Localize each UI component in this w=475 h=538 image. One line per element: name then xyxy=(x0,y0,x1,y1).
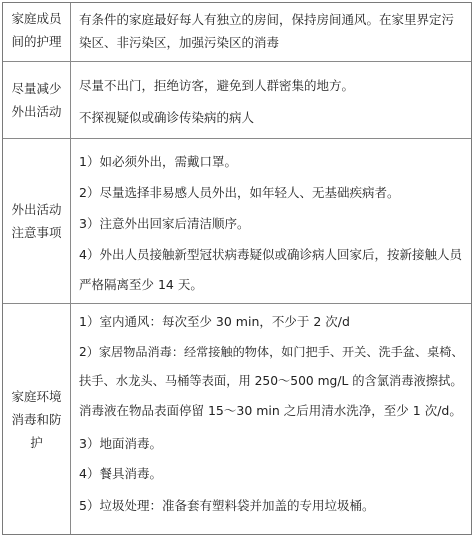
row-content xyxy=(79,3,467,61)
row-content xyxy=(79,139,467,303)
row-label-line: 外出活动 xyxy=(11,104,62,119)
row-label-line: 消毒和防 xyxy=(11,411,62,427)
row-label-line: 外出活动 xyxy=(11,202,62,217)
content-line: 5）垃圾处理：准备套有塑料袋并加盖的专用垃圾桶。 xyxy=(79,498,375,513)
row-label xyxy=(3,139,71,303)
table-row xyxy=(3,303,471,534)
row-label-line: 间的护理 xyxy=(11,34,62,49)
content-line: 4）餐具消毒。 xyxy=(79,466,162,481)
content-line: 扶手、水龙头、马桶等表面，用 250～500 mg/L 的含氯消毒液擦拭。 xyxy=(79,374,463,388)
guidance-table xyxy=(2,2,472,535)
content-line: 2）家居物品消毒：经常接触的物体，如门把手、开关、洗手盆、桌椅、 xyxy=(79,345,464,359)
content-line: 尽量不出门，拒绝访客，避免到人群密集的地方。 xyxy=(79,78,355,93)
content-line: 有条件的家庭最好每人有独立的房间，保持房间通风。在家里界定污 xyxy=(79,12,455,27)
row-content xyxy=(79,304,467,534)
row-label xyxy=(3,62,71,138)
content-line: 2）尽量选择非易感人员外出，如年轻人、无基础疾病者。 xyxy=(79,185,400,200)
row-label-line: 家庭成员 xyxy=(11,11,62,26)
content-line: 染区、非污染区，加强污染区的消毒 xyxy=(79,35,280,50)
content-line: 不探视疑似或确诊传染病的病人 xyxy=(79,110,255,125)
content-line: 严格隔离至少 14 天。 xyxy=(79,277,203,292)
content-line: 3）注意外出回家后清洁顺序。 xyxy=(79,216,250,231)
row-label-line: 家庭环境 xyxy=(11,388,62,404)
content-line: 1）室内通风：每次至少 30 min，不少于 2 次/d xyxy=(79,314,350,329)
row-label-line: 注意事项 xyxy=(11,225,62,240)
table-row xyxy=(3,61,471,138)
content-line: 1）如必须外出，需戴口罩。 xyxy=(79,154,237,169)
content-line: 3）地面消毒。 xyxy=(79,436,162,451)
content-line: 4）外出人员接触新型冠状病毒疑似或确诊病人回家后，按新接触人员 xyxy=(79,247,462,262)
row-content xyxy=(79,62,467,138)
table-row xyxy=(3,138,471,303)
row-label-line: 护 xyxy=(30,434,43,450)
row-label xyxy=(3,3,71,61)
table-row xyxy=(3,3,471,61)
row-label-line: 尽量减少 xyxy=(11,81,62,96)
row-label xyxy=(3,304,71,534)
content-line: 消毒液在物品表面停留 15～30 min 之后用清水洗净，至少 1 次/d。 xyxy=(79,403,462,418)
